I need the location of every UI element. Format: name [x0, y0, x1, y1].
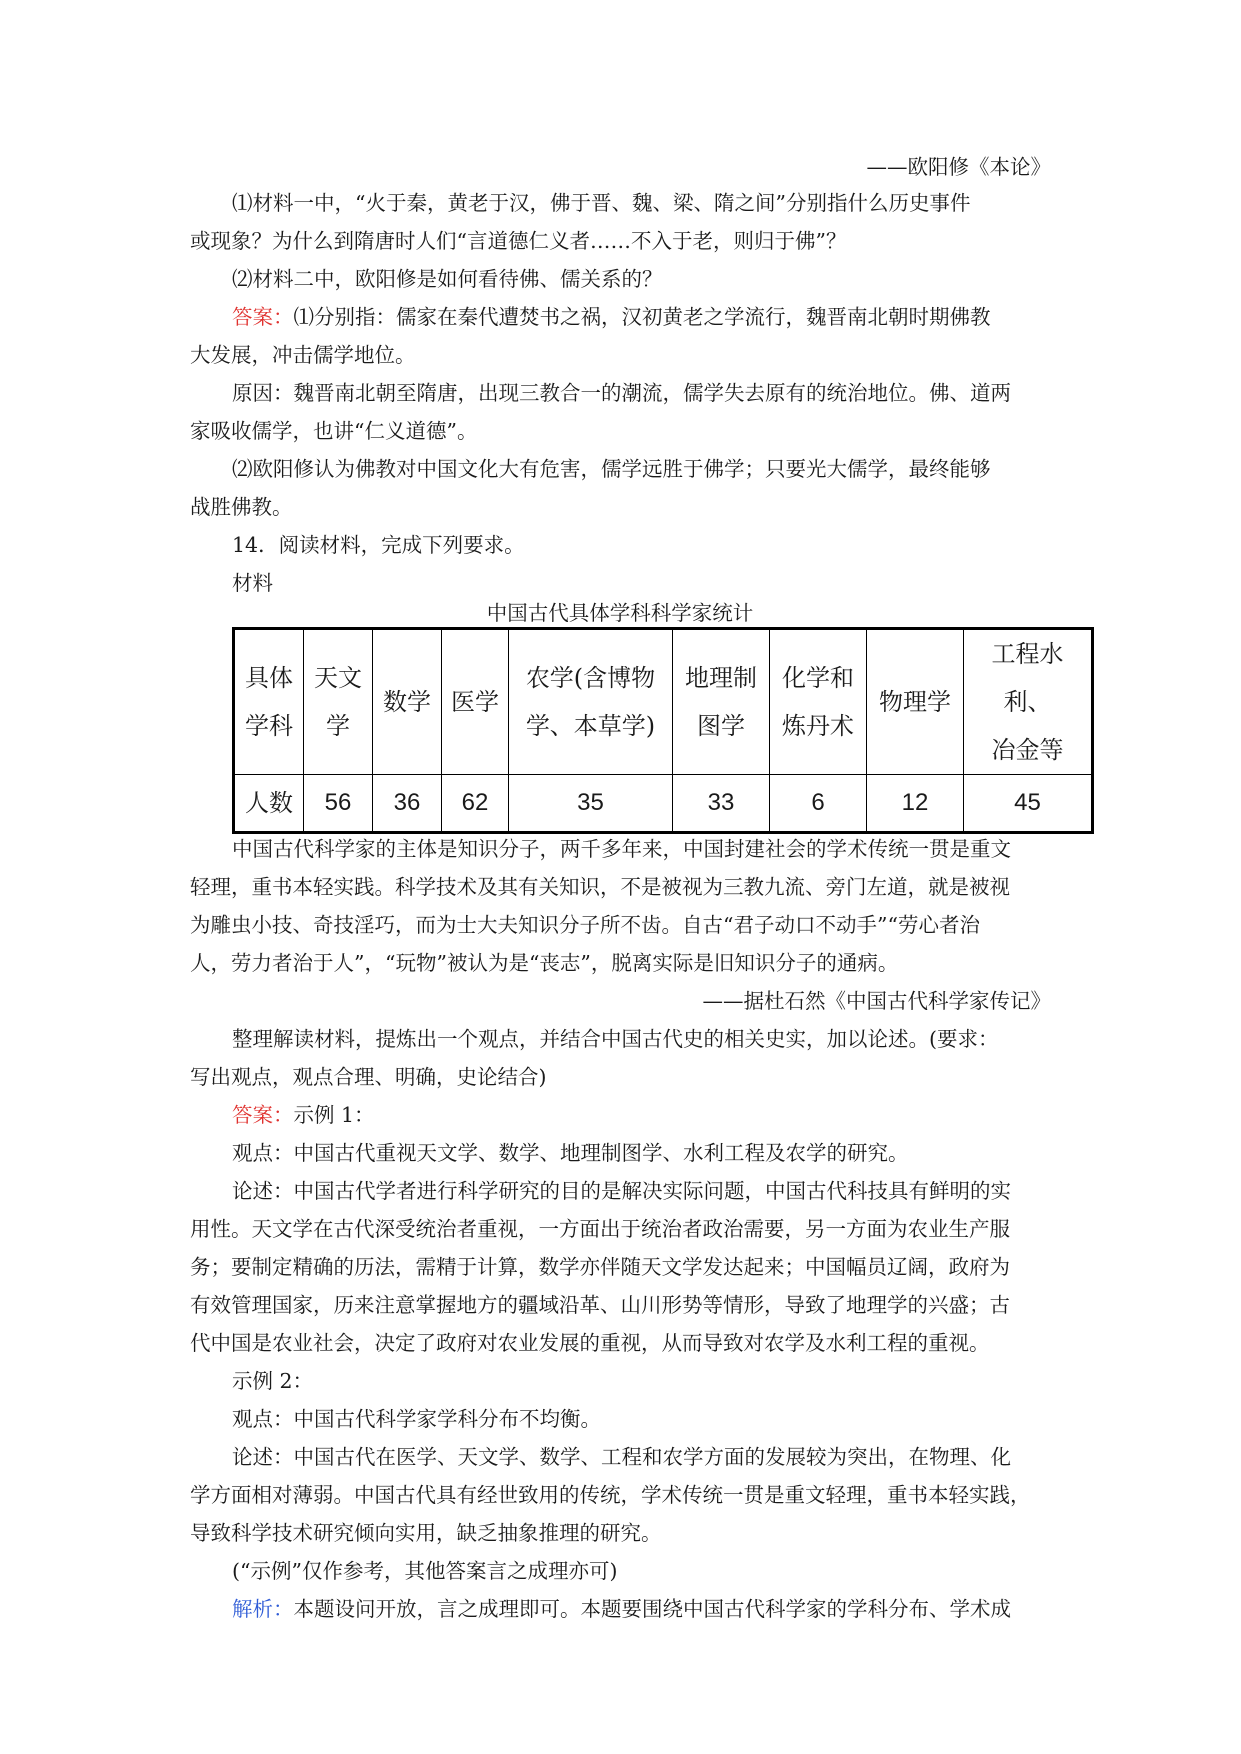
table-cell: 6 — [770, 775, 867, 833]
analysis-line: 解析：本题设问开放，言之成理即可。本题要围绕中国古代科学家的学科分布、学术成 — [232, 1597, 1011, 1621]
passage-line-4: 人，劳力者治于人”，“玩物”被认为是“丧志”，脱离实际是旧知识分子的通病。 — [190, 951, 899, 975]
table-header-cell: 具体 学科 — [234, 629, 304, 775]
table-header-cell: 地理制 图学 — [673, 629, 770, 775]
question-1-line-2: 或现象？为什么到隋唐时人们“言道德仁义者……不入于老，则归于佛”？ — [190, 229, 847, 253]
question-1-line-1: ⑴材料一中，“火于秦，黄老于汉，佛于晋、魏、梁、隋之间”分别指什么历史事件 — [232, 191, 971, 215]
answer-label: 答案： — [232, 305, 294, 329]
table-cell: 33 — [673, 775, 770, 833]
table-header-row — [234, 629, 1093, 775]
table-header-cell: 数学 — [373, 629, 442, 775]
answer-reason-line-2: 家吸收儒学，也讲“仁义道德”。 — [190, 419, 478, 443]
task-line-2: 写出观点，观点合理、明确，史论结合) — [190, 1065, 547, 1089]
passage-line-1: 中国古代科学家的主体是知识分子，两千多年来，中国封建社会的学术传统一贯是重文 — [232, 837, 1011, 861]
question-2: ⑵材料二中，欧阳修是如何看待佛、儒关系的？ — [232, 267, 663, 291]
answer-1-text: ⑴分别指：儒家在秦代遭焚书之祸，汉初黄老之学流行，魏晋南北朝时期佛教 — [293, 305, 991, 329]
table-header-cell: 医学 — [442, 629, 509, 775]
example-1-view: 观点：中国古代重视天文学、数学、地理制图学、水利工程及农学的研究。 — [232, 1141, 909, 1165]
example-1-argument-line-3: 务；要制定精确的历法，需精于计算，数学亦伴随天文学发达起来；中国幅员辽阔，政府为 — [190, 1255, 1010, 1279]
answer-label: 答案： — [232, 1103, 294, 1127]
table-cell: 62 — [442, 775, 509, 833]
answer-reason-line-1: 原因：魏晋南北朝至隋唐，出现三教合一的潮流，儒学失去原有的统治地位。佛、道两 — [232, 381, 1011, 405]
example-2-view: 观点：中国古代科学家学科分布不均衡。 — [232, 1407, 601, 1431]
table-header-cell: 化学和 炼丹术 — [770, 629, 867, 775]
example-1-argument-line-4: 有效管理国家，历来注意掌握地方的疆域沿革、山川形势等情形，导致了地理学的兴盛；古 — [190, 1293, 1010, 1317]
question-14: 14．阅读材料，完成下列要求。 — [232, 533, 525, 557]
table-cell: 人数 — [234, 775, 304, 833]
table-count-row — [234, 775, 1093, 833]
passage-source: ——据杜石然《中国古代科学家传记》 — [702, 989, 1051, 1013]
example-2-heading: 示例 2： — [232, 1369, 314, 1393]
passage-line-2: 轻理，重书本轻实践。科学技术及其有关知识，不是被视为三教九流、旁门左道，就是被视 — [190, 875, 1010, 899]
example-1-argument-line-1: 论述：中国古代学者进行科学研究的目的是解决实际问题，中国古代科技具有鲜明的实 — [232, 1179, 1011, 1203]
table-header-cell: 天文 学 — [304, 629, 373, 775]
table-header-cell: 物理学 — [867, 629, 964, 775]
table-header-cell: 农学(含博物 学、本草学) — [509, 629, 673, 775]
example-2-argument-line-2: 学方面相对薄弱。中国古代具有经世致用的传统，学术传统一贯是重文轻理，重书本轻实践， — [190, 1483, 1031, 1507]
source-citation-top: ——欧阳修《本论》 — [866, 155, 1051, 179]
table-cell: 35 — [509, 775, 673, 833]
example-2-argument-line-1: 论述：中国古代在医学、天文学、数学、工程和农学方面的发展较为突出，在物理、化 — [232, 1445, 1011, 1469]
analysis-label: 解析： — [232, 1597, 294, 1621]
table-header-cell: 工程水利、 冶金等 — [964, 629, 1093, 775]
answer-1-line-2: 大发展，冲击儒学地位。 — [190, 343, 416, 367]
answer-2-line-1: ⑵欧阳修认为佛教对中国文化大有危害，儒学远胜于佛学；只要光大儒学，最终能够 — [232, 457, 991, 481]
task-line-1: 整理解读材料，提炼出一个观点，并结合中国古代史的相关史实，加以论述。(要求： — [232, 1027, 999, 1051]
example-2-argument-line-3: 导致科学技术研究倾向实用，缺乏抽象推理的研究。 — [190, 1521, 662, 1545]
scientist-statistics-table — [232, 627, 1094, 834]
answer-2-line-2: 战胜佛教。 — [190, 495, 293, 519]
table-cell: 12 — [867, 775, 964, 833]
material-label: 材料 — [232, 571, 273, 595]
table-cell: 56 — [304, 775, 373, 833]
example-1-heading: 答案：示例 1： — [232, 1103, 375, 1127]
reference-note: (“示例”仅作参考，其他答案言之成理亦可) — [232, 1559, 618, 1583]
example-1-argument-line-2: 用性。天文学在古代深受统治者重视，一方面出于统治者政治需要，另一方面为农业生产服 — [190, 1217, 1010, 1241]
example-1-argument-line-5: 代中国是农业社会，决定了政府对农业发展的重视，从而导致对农学及水利工程的重视。 — [190, 1331, 990, 1355]
table-cell: 36 — [373, 775, 442, 833]
table-title: 中国古代具体学科科学家统计 — [486, 601, 754, 625]
table-cell: 45 — [964, 775, 1093, 833]
passage-line-3: 为雕虫小技、奇技淫巧，而为士大夫知识分子所不齿。自古“君子动口不动手”“劳心者治 — [190, 913, 980, 937]
answer-1-line-1 — [190, 298, 1050, 336]
